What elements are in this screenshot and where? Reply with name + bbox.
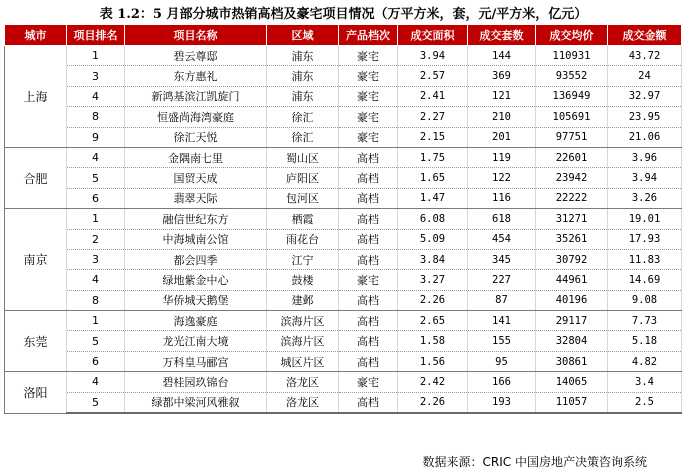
cell-avg-price: 22222 — [536, 188, 608, 208]
cell-grade: 豪宅 — [339, 86, 398, 106]
cell-project-name: 东方惠礼 — [125, 66, 267, 86]
cell-amount: 4.82 — [608, 351, 682, 371]
cell-district: 徐汇 — [267, 127, 339, 147]
cell-project-name: 融信世纪东方 — [125, 209, 267, 229]
cell-avg-price: 32804 — [536, 331, 608, 351]
cell-units: 345 — [468, 249, 536, 269]
cell-grade: 豪宅 — [339, 66, 398, 86]
table-row — [5, 188, 682, 208]
table-row — [5, 290, 682, 310]
cell-rank: 2 — [67, 229, 125, 249]
table-row — [5, 209, 682, 229]
cell-district: 城区片区 — [267, 351, 339, 371]
cell-amount: 3.26 — [608, 188, 682, 208]
cell-amount: 21.06 — [608, 127, 682, 147]
header-avg-price: 成交均价 — [536, 25, 608, 46]
cell-grade: 豪宅 — [339, 46, 398, 66]
cell-avg-price: 35261 — [536, 229, 608, 249]
cell-area: 2.26 — [398, 392, 468, 413]
cell-amount: 11.83 — [608, 249, 682, 269]
table-row — [5, 147, 682, 167]
cell-grade: 高档 — [339, 188, 398, 208]
table-row — [5, 107, 682, 127]
cell-district: 雨花台 — [267, 229, 339, 249]
cell-grade: 高档 — [339, 290, 398, 310]
cell-district: 徐汇 — [267, 107, 339, 127]
cell-amount: 7.73 — [608, 311, 682, 331]
cell-area: 1.65 — [398, 168, 468, 188]
cell-area: 2.26 — [398, 290, 468, 310]
cell-city: 上海 — [5, 46, 67, 148]
cell-rank: 4 — [67, 270, 125, 290]
table-row — [5, 372, 682, 392]
header-grade: 产品档次 — [339, 25, 398, 46]
cell-area: 5.09 — [398, 229, 468, 249]
cell-project-name: 都会四季 — [125, 249, 267, 269]
cell-district: 庐阳区 — [267, 168, 339, 188]
cell-grade: 豪宅 — [339, 372, 398, 392]
table-header-row — [5, 25, 682, 46]
cell-district: 浦东 — [267, 86, 339, 106]
hot-projects-table — [4, 24, 682, 414]
cell-units: 210 — [468, 107, 536, 127]
cell-avg-price: 30792 — [536, 249, 608, 269]
cell-rank: 8 — [67, 290, 125, 310]
header-project-name: 项目名称 — [125, 25, 267, 46]
table-row — [5, 331, 682, 351]
cell-grade: 高档 — [339, 229, 398, 249]
cell-avg-price: 110931 — [536, 46, 608, 66]
cell-avg-price: 93552 — [536, 66, 608, 86]
cell-city: 合肥 — [5, 147, 67, 208]
cell-project-name: 徐汇天悦 — [125, 127, 267, 147]
cell-amount: 24 — [608, 66, 682, 86]
cell-area: 1.47 — [398, 188, 468, 208]
cell-units: 155 — [468, 331, 536, 351]
cell-avg-price: 30861 — [536, 351, 608, 371]
cell-project-name: 龙光江南大境 — [125, 331, 267, 351]
cell-area: 1.58 — [398, 331, 468, 351]
data-source-note: 数据来源：CRIC 中国房地产决策咨询系统 — [422, 455, 647, 469]
cell-city: 洛阳 — [5, 372, 67, 413]
cell-grade: 高档 — [339, 147, 398, 167]
cell-grade: 高档 — [339, 351, 398, 371]
cell-units: 618 — [468, 209, 536, 229]
cell-units: 193 — [468, 392, 536, 413]
cell-amount: 3.96 — [608, 147, 682, 167]
cell-district: 滨海片区 — [267, 331, 339, 351]
cell-amount: 2.5 — [608, 392, 682, 413]
cell-amount: 5.18 — [608, 331, 682, 351]
cell-project-name: 金隅南七里 — [125, 147, 267, 167]
cell-units: 141 — [468, 311, 536, 331]
cell-rank: 4 — [67, 147, 125, 167]
cell-avg-price: 23942 — [536, 168, 608, 188]
cell-rank: 5 — [67, 168, 125, 188]
cell-units: 87 — [468, 290, 536, 310]
cell-area: 3.84 — [398, 249, 468, 269]
cell-project-name: 绿地紫金中心 — [125, 270, 267, 290]
cell-grade: 豪宅 — [339, 270, 398, 290]
cell-avg-price: 97751 — [536, 127, 608, 147]
header-city: 城市 — [5, 25, 67, 46]
cell-avg-price: 40196 — [536, 290, 608, 310]
cell-avg-price: 136949 — [536, 86, 608, 106]
cell-avg-price: 11057 — [536, 392, 608, 413]
cell-rank: 3 — [67, 66, 125, 86]
cell-district: 栖霞 — [267, 209, 339, 229]
cell-rank: 4 — [67, 86, 125, 106]
cell-area: 1.56 — [398, 351, 468, 371]
cell-units: 95 — [468, 351, 536, 371]
cell-grade: 高档 — [339, 249, 398, 269]
cell-district: 鼓楼 — [267, 270, 339, 290]
cell-rank: 6 — [67, 351, 125, 371]
cell-area: 2.15 — [398, 127, 468, 147]
cell-rank: 9 — [67, 127, 125, 147]
cell-grade: 高档 — [339, 168, 398, 188]
cell-units: 369 — [468, 66, 536, 86]
table-row — [5, 270, 682, 290]
cell-project-name: 国贸天成 — [125, 168, 267, 188]
cell-district: 洛龙区 — [267, 392, 339, 413]
cell-rank: 1 — [67, 46, 125, 66]
table-row — [5, 229, 682, 249]
cell-amount: 43.72 — [608, 46, 682, 66]
table-row — [5, 351, 682, 371]
cell-amount: 3.94 — [608, 168, 682, 188]
cell-district: 江宁 — [267, 249, 339, 269]
table-row — [5, 46, 682, 66]
cell-city: 东莞 — [5, 311, 67, 372]
table-row — [5, 392, 682, 413]
table-row — [5, 86, 682, 106]
cell-units: 454 — [468, 229, 536, 249]
cell-amount: 14.69 — [608, 270, 682, 290]
cell-project-name: 新鸿基滨江凯旋门 — [125, 86, 267, 106]
header-district: 区域 — [267, 25, 339, 46]
cell-amount: 9.08 — [608, 290, 682, 310]
table-row — [5, 66, 682, 86]
header-units: 成交套数 — [468, 25, 536, 46]
cell-project-name: 碧桂园玖锦台 — [125, 372, 267, 392]
cell-area: 3.94 — [398, 46, 468, 66]
cell-rank: 1 — [67, 209, 125, 229]
cell-rank: 1 — [67, 311, 125, 331]
table-row — [5, 311, 682, 331]
cell-district: 建邺 — [267, 290, 339, 310]
cell-grade: 高档 — [339, 311, 398, 331]
cell-district: 包河区 — [267, 188, 339, 208]
cell-amount: 3.4 — [608, 372, 682, 392]
cell-grade: 高档 — [339, 209, 398, 229]
cell-rank: 3 — [67, 249, 125, 269]
header-area: 成交面积 — [398, 25, 468, 46]
cell-area: 2.42 — [398, 372, 468, 392]
cell-avg-price: 29117 — [536, 311, 608, 331]
cell-project-name: 翡翠天际 — [125, 188, 267, 208]
cell-amount: 19.01 — [608, 209, 682, 229]
cell-project-name: 恒盛尚海湾豪庭 — [125, 107, 267, 127]
cell-units: 227 — [468, 270, 536, 290]
cell-district: 浦东 — [267, 66, 339, 86]
cell-units: 119 — [468, 147, 536, 167]
cell-avg-price: 22601 — [536, 147, 608, 167]
cell-area: 3.27 — [398, 270, 468, 290]
cell-city: 南京 — [5, 209, 67, 311]
cell-amount: 32.97 — [608, 86, 682, 106]
cell-project-name: 碧云尊邸 — [125, 46, 267, 66]
cell-units: 166 — [468, 372, 536, 392]
cell-project-name: 绿都中梁河风雅叙 — [125, 392, 267, 413]
cell-amount: 17.93 — [608, 229, 682, 249]
cell-units: 121 — [468, 86, 536, 106]
header-amount: 成交金额 — [608, 25, 682, 46]
table-title: 表 1.2：5 月部分城市热销高档及豪宅项目情况（万平方米，套，元/平方米，亿元） — [99, 7, 588, 22]
cell-units: 144 — [468, 46, 536, 66]
cell-units: 122 — [468, 168, 536, 188]
cell-units: 116 — [468, 188, 536, 208]
cell-avg-price: 31271 — [536, 209, 608, 229]
cell-area: 2.27 — [398, 107, 468, 127]
cell-area: 1.75 — [398, 147, 468, 167]
cell-project-name: 华侨城天鹅堡 — [125, 290, 267, 310]
cell-rank: 8 — [67, 107, 125, 127]
cell-grade: 豪宅 — [339, 127, 398, 147]
cell-avg-price: 105691 — [536, 107, 608, 127]
cell-district: 蜀山区 — [267, 147, 339, 167]
cell-rank: 5 — [67, 331, 125, 351]
cell-grade: 豪宅 — [339, 107, 398, 127]
cell-grade: 高档 — [339, 392, 398, 413]
cell-district: 滨海片区 — [267, 311, 339, 331]
cell-grade: 高档 — [339, 331, 398, 351]
cell-area: 2.41 — [398, 86, 468, 106]
table-row — [5, 168, 682, 188]
cell-project-name: 万科皇马郦宫 — [125, 351, 267, 371]
cell-area: 2.57 — [398, 66, 468, 86]
cell-district: 洛龙区 — [267, 372, 339, 392]
cell-units: 201 — [468, 127, 536, 147]
header-rank: 项目排名 — [67, 25, 125, 46]
cell-rank: 4 — [67, 372, 125, 392]
cell-project-name: 中海城南公馆 — [125, 229, 267, 249]
cell-project-name: 海逸豪庭 — [125, 311, 267, 331]
cell-district: 浦东 — [267, 46, 339, 66]
cell-area: 2.65 — [398, 311, 468, 331]
cell-rank: 5 — [67, 392, 125, 413]
cell-amount: 23.95 — [608, 107, 682, 127]
cell-area: 6.08 — [398, 209, 468, 229]
cell-avg-price: 14065 — [536, 372, 608, 392]
cell-rank: 6 — [67, 188, 125, 208]
table-row — [5, 249, 682, 269]
table-row — [5, 127, 682, 147]
cell-avg-price: 44961 — [536, 270, 608, 290]
